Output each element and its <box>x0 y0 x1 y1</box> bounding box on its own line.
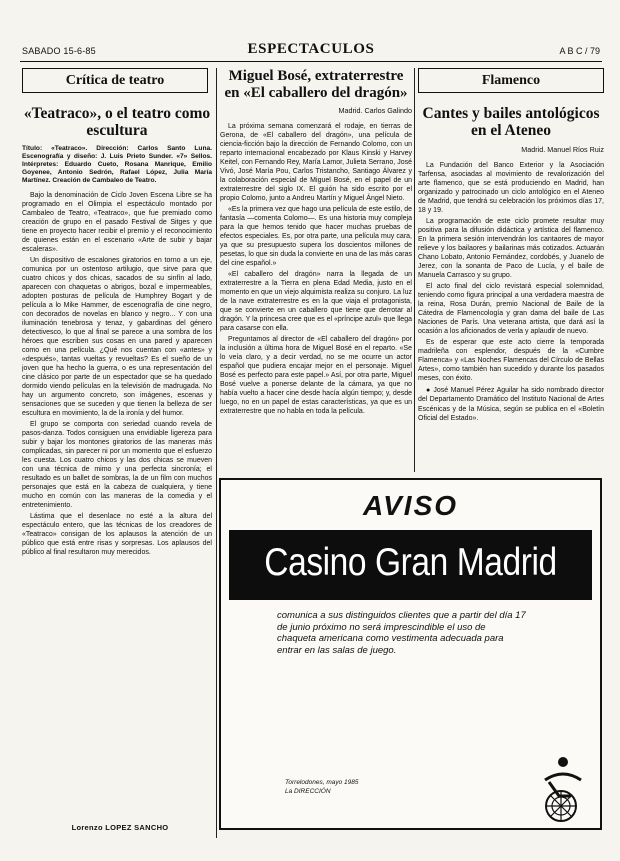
issue-date: SABADO 15-6-85 <box>22 46 96 56</box>
ad-message: comunica a sus distinguidos clientes que a partir del día 17 de junio próximo no será imprescindible el uso de chaqueta americana como vestimenta adecuada para entrar en las salas de juego. <box>277 610 526 656</box>
theatre-review-signature: Lorenzo LOPEZ SANCHO <box>71 823 169 832</box>
theatre-credits: Título: «Teatraco». Dirección: Carlos Santo Luna. Escenografía y diseño: J. Luis Prieto Sunder. «7» Sellos. Intérpretes: Eduardo Cueto, Rosana Manrique, Emilio Goyenee, Antonio Sedrón, Rafael López, Julia María Martínez. Creación de Cambaleo de Teatro. <box>22 145 212 184</box>
page-number: A B C / 79 <box>559 46 600 56</box>
article-paragraph: Un dispositivo de escalones giratorios en torno a un eje, comunica por un ostentoso artilugio, que sirve para que cuatro chicos y dos chicas, sacados de su sinfín al lado, aparecen con chaquetas o abrigos, bozal e impermeables, adopten posturas de película de Humphrey Bogart y de película a lo Mike Hammer, de escenografía de cine negro, con decorados de novelas en blanco y negro... Y con una iluminación tenebrosa y tenaz, y gabardinas del género detectivesco, lo que al final se parece a una sombra de los héroes que escriben sus cosas en una pared y aparecen como en una película. ¿Qué nos cuentan con «antes» y «después», tantas vueltas y revueltas? Es el sueño de un joven que ha hecho la guerra, o es una representación del cine clásico por parte de un espectador que se ha quedado dormido viendo películas en la televisión de madrugada. No hay un argumento concreto, son imágenes, escenas y sensaciones que se suceden y que tienen la belleza de ser escultura en movimiento, la de la ironía y del humor. <box>22 256 212 417</box>
theatre-section-label: Crítica de teatro <box>22 68 208 93</box>
flamenco-section-label: Flamenco <box>418 68 604 93</box>
article-paragraph: Es de esperar que este acto cierre la temporada madrileña con esplendor, después de la «Cumbre Flamenca» y «Las Noches Flamencas del Círculo de Bellas Artes», como también han sucedido y durante los pasados meses, con éxito. <box>418 339 604 383</box>
article-paragraph: Lástima que el desenlace no esté a la altura del espectáculo entero, que las técnicas de los creadores de «Teatraco» consigan de los aplausos la atención de un público que está entre risas y sorpresas. Los aplausos del público al final resultaron muy merecidos. <box>22 513 212 557</box>
article-paragraph: «El caballero del dragón» narra la llegada de un extraterrestre a la Tierra en plena Edad Media, justo en el momento en que un viejo alquimista realiza su conjuro. La luz de la nave extraterrestre es en la que viaja el protagonista, que se convierte en un caballero que tiene que derrotar al dragón. Y la princesa cree que es el «príncipe azul» que llega para casarse con ella. <box>220 271 412 333</box>
ad-heading: AVISO <box>362 490 459 521</box>
ad-signed: La DIRECCIÓN <box>285 788 331 796</box>
flamenco-note: ● José Manuel Pérez Aguilar ha sido nombrado director del Departamento Dramático del Instituto Nacional de Artes Escénicas y de la Música, según se publica en el «Boletín Oficial del Estado». <box>418 387 604 422</box>
flamenco-article-title: Cantes y bailes antológicos en el Ateneo <box>422 105 600 140</box>
bose-article-column <box>220 68 412 472</box>
article-paragraph: La Fundación del Banco Exterior y la Asociación Tarfensa, asociadas al movimiento de revalorización del arte flamenco, que se está produciendo en Madrid, han organizado y patrocinado un ciclo antológico en el Ateneo de Madrid, que tendrá su celebración los próximos días 17, 18 y 19. <box>418 162 604 215</box>
bose-article-title: Miguel Bosé, extraterrestre en «El caballero del dragón» <box>224 68 408 101</box>
theatre-review-column <box>22 68 212 858</box>
article-paragraph: El grupo se comporta con seriedad cuando revela de pasos-danza. Todos consiguen una envidiable ligereza para subir y bajar los montones giratorios de las maneras más complicadas, sin parecer ni por un momento que el esfuerzo les cuesta. Los cuatro chicos y las dos chicas se mueven con una técnica de mimo y una perfecta sincronía; el resultado es un ballet de sombras, la de un film con muchos personajes que está en la cabeza de cualquiera, y tiene mucho en común con las maneras de la comedia y el entretenimiento. <box>22 421 212 510</box>
ad-name-band <box>229 530 592 600</box>
flamenco-article-column <box>418 68 604 472</box>
theatre-review-title: «Teatraco», o el teatro como escultura <box>23 105 211 140</box>
article-paragraph: La programación de este ciclo promete resultar muy positiva para la difusión didáctica y artística del flamenco. En la primera sesión intervendrán los cantaores de mayor relieve y los bailaores y bailarinas más cotizados. Actuarán Chano Lobato, Antonio Fernández, cordobés, y Juanelo de Jerez, con la sonanta de Paco de Lucía, y el baile de Manuela Carrasco y su grupo. <box>418 218 604 280</box>
page-header <box>20 40 602 62</box>
article-paragraph: La próxima semana comenzará el rodaje, en tierras de Gerona, de «El caballero del dragón», una película de ciencia-ficción bajo la dirección de Fernando Colomo, con un reparto internacional encabezado por Klaus Kinski y Harvey Keitel, con Fernando Rey, María Lamor, Julieta Serrano, José Vivó, José María Pou, Carlos Tristancho, Santiago Álvarez y la colaboración especial de Miguel Bosé, en el papel de un extraterrestre del siglo IX. El guión ha sido escrito por el propio Colomo, junto a Andreu Martín y Miguel Ángel Nieto. <box>220 123 412 203</box>
ad-place-date: Torrelodones, mayo 1985 <box>285 779 359 786</box>
bose-byline: Madrid. Carlos Galindo <box>338 106 412 115</box>
section-title: ESPECTACULOS <box>247 41 375 57</box>
article-paragraph: «Es la primera vez que hago una película de este estilo, de fantasía —comenta Colomo—. Es una historia muy compleja para la que hemos tenido que hacer muchas pruebas de efectos especiales. Es, por otra parte, una película muy cara, ya que su presupuesto supera los doscientos millones de pesetas, lo que sin duda la convierte en una de las más caras del cine español.» <box>220 206 412 268</box>
article-paragraph: Bajo la denominación de Ciclo Joven Escena Libre se ha programado en el Olimpia el espectáculo montado por Cambaleo de Teatro, «Teatraco», que fue premiado como creación de grupo en el pasado Festival de Sitges y que tiene en proyecto hacer recibir el premio y el reconocimiento de quienes están en el escenario «Arte de subir y bajar escaleras». <box>22 191 212 253</box>
casino-roulette-logo-icon <box>525 742 595 824</box>
article-paragraph: Preguntamos al director de «El caballero del dragón» por la inclusión a última hora de Miguel Bosé en el reparto. «Se lo veía claro, y a decir verdad, no se me ocurre un actor español que pudiera encajar mejor en el personaje. Miguel Bosé es perfecto para este papel.» Así, por otra parte, Miguel Bosé vuelve a ponerse delante de la cámara, ya que no había vuelto a hacer cine desde hacía algún tiempo; y, desde luego, no en un papel de estas características, ya que es un extraterrestre que no habla en toda la película. <box>220 336 412 416</box>
flamenco-byline: Madrid. Manuel Ríos Ruiz <box>521 145 604 155</box>
ad-signoff <box>285 778 358 796</box>
theatre-review-body <box>22 191 212 558</box>
flamenco-article-body <box>418 161 604 422</box>
casino-advertisement <box>219 478 602 830</box>
article-paragraph: El acto final del ciclo revistará especial solemnidad, teniendo como figura principal a una verdadera maestra de la reina, Rosa Durán, premio Nacional de Baile de la Cátedra de Flamencología y gran dama del baile de Las Naciones de París. Una veterana artista, que dará así la ocasión a los aficionados de verla y aplaudir de nuevo. <box>418 283 604 336</box>
bose-article-body <box>220 122 412 417</box>
column-rule-left <box>216 68 217 838</box>
flamenco-note-text: José Manuel Pérez Aguilar ha sido nombrado director del Departamento Dramático del Instituto Nacional de Artes Escénicas y de la Música, según se publica en el «Boletín Oficial del Estado». <box>418 387 604 422</box>
casino-name: Casino Gran Madrid <box>264 541 557 584</box>
column-rule-right <box>414 68 415 472</box>
